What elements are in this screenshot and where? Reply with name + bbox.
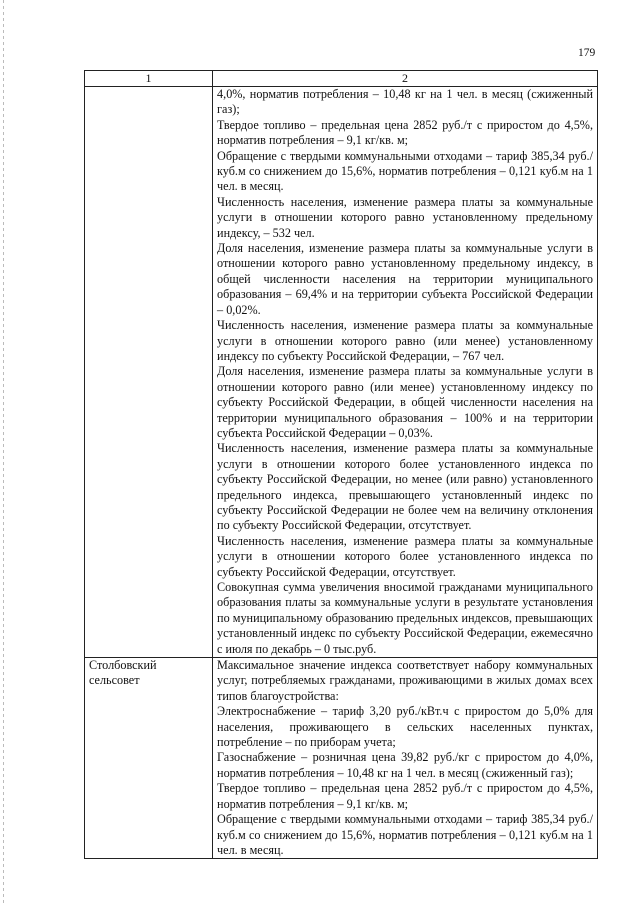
paragraph: Обращение с твердыми коммунальными отходами – тариф 385,34 руб./куб.м со снижением до 15,6%, норматив потребления – 0,121 куб.м на 1 чел. в месяц. <box>217 812 593 857</box>
municipality-cell <box>85 87 213 658</box>
header-col-1: 1 <box>85 71 213 87</box>
table-header-row <box>85 71 598 87</box>
paragraph: Электроснабжение – тариф 3,20 руб./кВт.ч с приростом до 5,0% для населения, проживающего в сельских населенных пунктах, потребление – по приборам учета; <box>217 704 593 750</box>
description-cell <box>213 87 598 658</box>
table-row <box>85 658 598 859</box>
scan-edge-line <box>3 0 4 905</box>
paragraph: Совокупная сумма увеличения вносимой гражданами муниципального образования платы за коммунальные услуги в результате установления по муниципальному образованию предельных индексов, превышающих установленный индекс по субъекту Российской Федерации, ежемесячно с июля по декабрь – 0 тыс.руб. <box>217 580 593 656</box>
paragraph: Численность населения, изменение размера платы за коммунальные услуги в отношении которого равно установленному предельному индексу, – 532 чел. <box>217 194 593 240</box>
header-col-2: 2 <box>213 71 598 87</box>
paragraph: Максимальное значение индекса соответствует набору коммунальных услуг, потребляемых гражданами, проживающими в жилых домах всех типов благоустройства: <box>217 658 593 703</box>
paragraph: Твердое топливо – предельная цена 2852 руб./т с приростом до 4,5%, норматив потребления – 9,1 кг/кв. м; <box>217 781 593 811</box>
paragraph: Обращение с твердыми коммунальными отходами – тариф 385,34 руб./куб.м со снижением до 15,6%, норматив потребления – 0,121 куб.м на 1 чел. в месяц. <box>217 148 593 194</box>
description-cell <box>213 658 598 859</box>
paragraph: Газоснабжение – розничная цена 39,82 руб./кг с приростом до 4,0%, норматив потребления – 10,48 кг на 1 чел. в месяц (сжиженный газ); <box>217 750 593 780</box>
page-number: 179 <box>578 47 596 59</box>
table-row <box>85 87 598 658</box>
municipality-cell: Столбовский сельсовет <box>85 658 213 859</box>
paragraph: Численность населения, изменение размера платы за коммунальные услуги в отношении которого более установленного индекса по субъекту Российской Федерации, но менее (или равно) установленного предельного индекса, превышающего установленный индекс по субъекту Российской Федерации не более чем на величину отклонения по субъекту Российской Федерации, отсутствует. <box>217 441 593 533</box>
paragraph: Доля населения, изменение размера платы за коммунальные услуги в отношении которого равно установленному предельному индексу, в общей численности населения на территории муниципального образования – 69,4% и на территории субъекта Российской Федерации – 0,02%. <box>217 241 593 317</box>
paragraph: Твердое топливо – предельная цена 2852 руб./т с приростом до 4,5%, норматив потребления – 9,1 кг/кв. м; <box>217 117 593 148</box>
paragraph: Доля населения, изменение размера платы за коммунальные услуги в отношении которого равно (или менее) установленному индексу по субъекту Российской Федерации, в общей численности населения на территории муниципального образования – 100% и на территории субъекта Российской Федерации – 0,03%. <box>217 364 593 440</box>
indices-table <box>84 70 598 859</box>
paragraph: Численность населения, изменение размера платы за коммунальные услуги в отношении которого равно (или менее) установленному индексу по субъекту Российской Федерации, – 767 чел. <box>217 318 593 363</box>
paragraph: 4,0%, норматив потребления – 10,48 кг на 1 чел. в месяц (сжиженный газ); <box>217 87 593 117</box>
paragraph: Численность населения, изменение размера платы за коммунальные услуги в отношении которого более установленного индекса по субъекту Российской Федерации, отсутствует. <box>217 533 593 579</box>
